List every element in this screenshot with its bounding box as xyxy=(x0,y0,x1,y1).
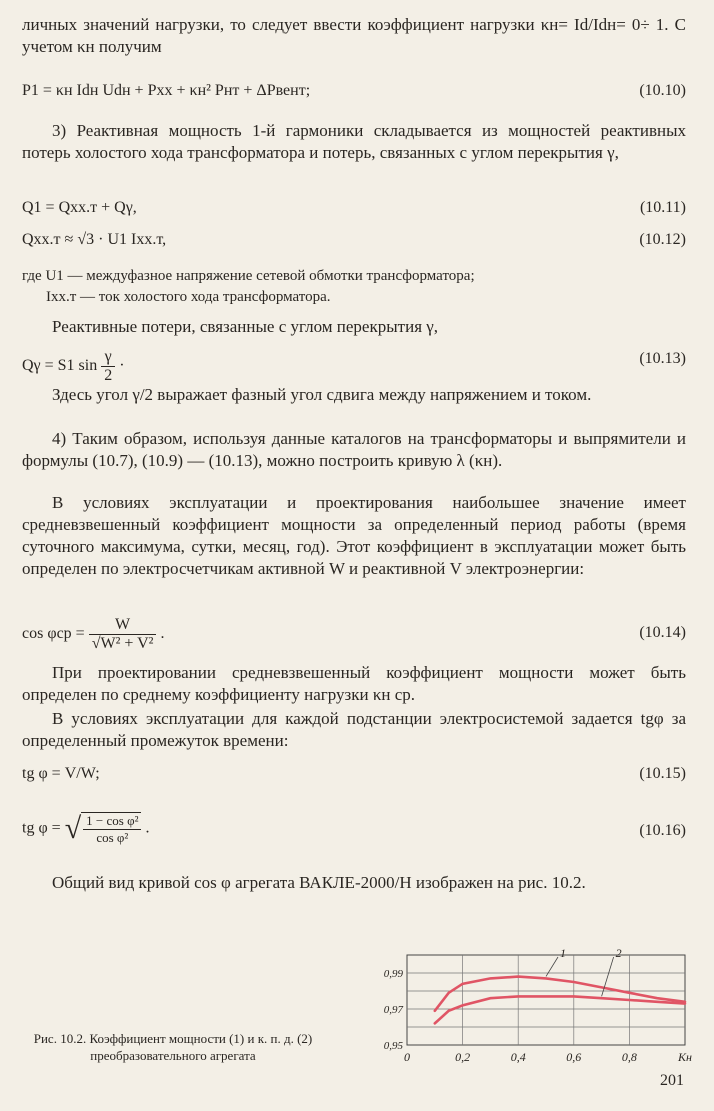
paragraph-3a: где U1 — междуфазное напряжение сетевой обмотки трансформатора; xyxy=(22,268,475,284)
series-label-1: 1 xyxy=(560,946,566,960)
x-tick-label: 0,4 xyxy=(510,1050,526,1064)
y-tick-label: 0,95 xyxy=(383,1040,403,1052)
y-tick-label: 0,97 xyxy=(383,1004,403,1016)
equation-10-14-lhs: cos φср = xyxy=(22,625,85,643)
equation-10-14-denominator: √W² + V² xyxy=(91,635,154,652)
equation-10-13-numerator: γ xyxy=(101,348,115,367)
equation-number-10-13: (10.13) xyxy=(639,350,686,367)
paragraph-8: При проектировании средневзвешенный коэффициент мощности может быть определен по среднему коэффициенту нагрузки κн ср. xyxy=(22,663,686,704)
series-line-1 xyxy=(435,977,685,1011)
equation-10-11-formula: Q1 = Qхх.т + Qγ, xyxy=(22,199,137,216)
equation-10-15 xyxy=(22,765,686,789)
series-leader-1 xyxy=(546,957,558,976)
equation-10-15-formula: tg φ = V/W; xyxy=(22,765,100,782)
y-tick-label: 0,99 xyxy=(383,968,403,980)
paragraph-10: Общий вид кривой cos φ агрегата ВАКЛЕ-2000/Н изображен на рис. 10.2. xyxy=(52,873,586,892)
equation-10-16-lhs: tg φ = xyxy=(22,819,61,837)
equation-10-14-fraction xyxy=(89,616,157,653)
series-label-2: 2 xyxy=(615,946,622,960)
figure-caption: Рис. 10.2. Коэффициент мощности (1) и к. п. д. (2) преобразовательного агрегата xyxy=(33,1031,313,1063)
paragraph-2: 3) Реактивная мощность 1-й гармоники складывается из мощностей реактивных потерь холостого хода трансформатора и потерь, связанных с углом перекрытия γ, xyxy=(22,121,686,162)
equation-10-13-lhs: Qγ = S1 sin xyxy=(22,357,98,375)
x-tick-label: 0 xyxy=(404,1050,410,1064)
series-line-2 xyxy=(435,996,685,1023)
equation-10-16-denominator: cos φ² xyxy=(96,830,129,845)
equation-10-14: cos φср = $\frac{W}{\text{√W² + V²}}$ . (10.14) xyxy=(22,616,686,652)
x-tick-label: 0,8 xyxy=(621,1050,637,1064)
paragraph-6: 4) Таким образом, используя данные каталогов на трансформаторы и выпрямители и формулы (10.7), (10.9) — (10.13), можно построить кривую λ (κн). xyxy=(22,429,686,470)
equation-10-16-fraction xyxy=(81,812,141,846)
equation-10-13: Qγ = S1 sin $\frac{\gamma}{2}$ · (10.13) xyxy=(22,348,686,384)
equation-10-14-numerator: W xyxy=(89,616,157,635)
equation-number-10-14: (10.14) xyxy=(639,624,686,641)
equation-number-10-15: (10.15) xyxy=(639,765,686,782)
equation-10-13-fraction xyxy=(101,348,115,385)
equation-10-12-formula: Qхх.т ≈ √3 · U1 Iхх.т, xyxy=(22,231,167,248)
x-tick-label: 0,2 xyxy=(455,1050,471,1064)
equation-10-10 xyxy=(22,82,686,106)
equation-10-10-formula: P1 = κн Idн Udн + Pхх + κн² Pнт + ΔPвент; xyxy=(22,82,311,99)
equation-10-12 xyxy=(22,231,686,255)
paragraph-5: Здесь угол γ/2 выражает фазный угол сдвига между напряжением и током. xyxy=(52,385,592,404)
efficiency-chart xyxy=(355,945,695,1070)
equation-10-13-denominator: 2 xyxy=(104,367,113,384)
equation-10-16: tg φ = √ $\frac{\text{1 − cos φ²}}{\text{cos φ²}}$ . (10.16) xyxy=(22,812,686,845)
page-number: 201 xyxy=(660,1072,684,1089)
paragraph-3b: Iхх.т — ток холостого хода трансформатора. xyxy=(46,289,331,305)
equation-number-10-12: (10.12) xyxy=(639,231,686,248)
x-tick-label: Kн xyxy=(678,1050,692,1064)
equation-number-10-10: (10.10) xyxy=(639,82,686,99)
paragraph-4: Реактивные потери, связанные с углом перекрытия γ, xyxy=(52,317,439,336)
equation-10-16-numerator: 1 − cos φ² xyxy=(83,813,141,830)
equation-number-10-16: (10.16) xyxy=(639,822,686,839)
equation-number-10-11: (10.11) xyxy=(639,199,686,216)
equation-10-11 xyxy=(22,199,686,223)
paragraph-7: В условиях эксплуатации и проектирования наибольшее значение имеет средневзвешенный коэффициент мощности за определенный период работы (время суточного максимума, сутки, месяц, год). Этот коэффициент в эксплуатации может быть определен по электросчетчикам активной W и реактивной V электроэнергии: xyxy=(22,493,686,578)
paragraph-1: личных значений нагрузки, то следует ввести коэффициент нагрузки κн= Id/Idн= 0÷ 1. С учетом κн получим xyxy=(22,15,686,56)
x-tick-label: 0,6 xyxy=(566,1050,582,1064)
paragraph-9: В условиях эксплуатации для каждой подстанции электросистемой задается tgφ за определенный промежуток времени: xyxy=(22,709,686,750)
